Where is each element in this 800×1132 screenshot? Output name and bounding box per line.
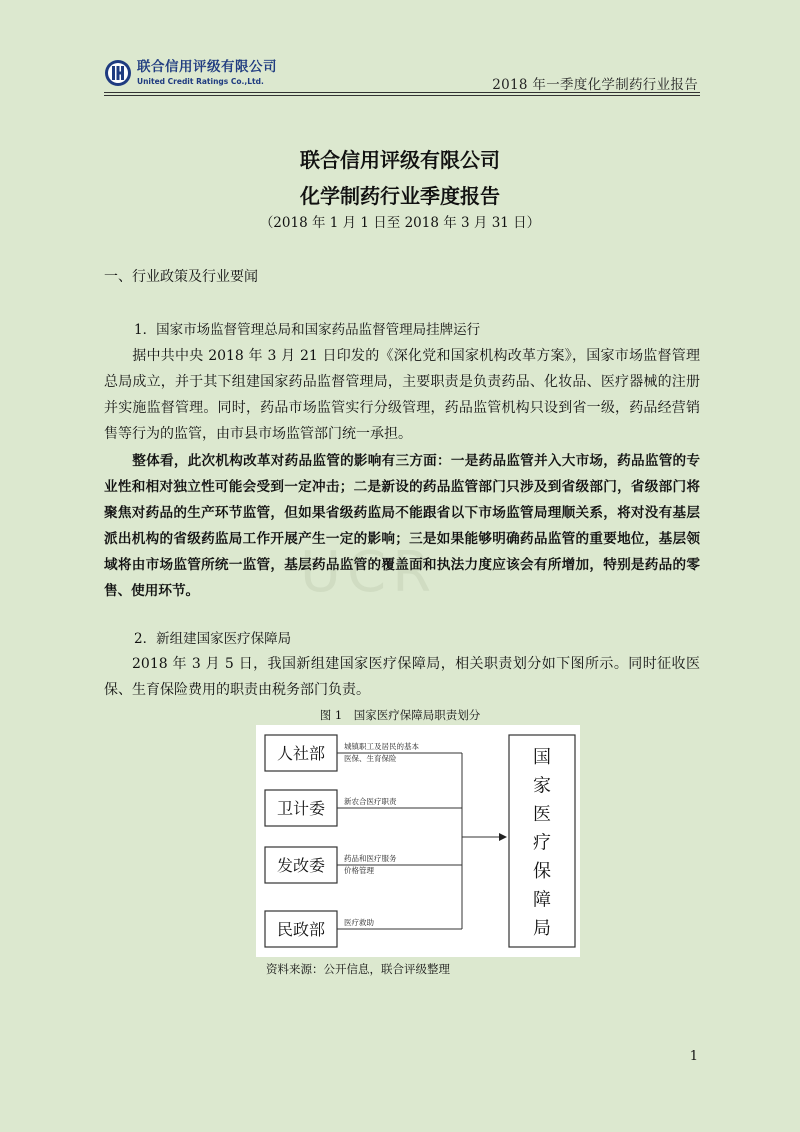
subsection-heading-2: 2．新组建国家医疗保障局	[134, 631, 292, 647]
doc-title-report: 化学制药行业季度报告	[300, 184, 500, 208]
section-heading: 一、行业政策及行业要闻	[104, 269, 258, 285]
company-logo	[104, 58, 282, 88]
doc-title-period: （2018 年 1 月 1 日至 2018 年 3 月 31 日）	[259, 215, 541, 231]
department-duty: 医疗救助	[344, 918, 374, 927]
target-char: 局	[533, 918, 551, 939]
department-name: 民政部	[276, 920, 326, 939]
logo-company-en: United Credit Ratings Co.,Ltd.	[137, 76, 264, 86]
company-logo-icon	[104, 59, 132, 87]
watermark: UCR	[300, 540, 437, 605]
header-divider-thin	[104, 95, 700, 96]
header-divider	[104, 92, 700, 93]
figure-diagram	[256, 725, 580, 957]
paragraph-1-text: 据中共中央 2018 年 3 月 21 日印发的《深化党和国家机构改革方案》，国家市场监督管理总局成立，并于其下组建国家药品监督管理局，主要职责是负责药品、化妆品、医疗器械的注册并实施监督管理。同时，药品市场监管实行分级管理，药品监管机构只设到省一级，药品经营销售等行为的监管，由市县市场监管部门统一承担。	[104, 348, 700, 442]
department-duty: 新农合医疗职责	[344, 797, 397, 806]
department-name: 人社部	[276, 744, 326, 763]
target-char: 国	[533, 747, 551, 768]
logo-company-cn: 联合信用评级有限公司	[137, 59, 277, 75]
subsection-heading-1: 1．国家市场监督管理总局和国家药品监督管理局挂牌运行	[134, 322, 481, 338]
figure-source: 资料来源：公开信息，联合评级整理	[266, 962, 450, 976]
department-duty: 医保、生育保险	[344, 754, 397, 763]
department-duty: 城镇职工及居民的基本	[344, 742, 419, 751]
department-duty: 药品和医疗服务	[344, 854, 397, 863]
doc-title-company: 联合信用评级有限公司	[300, 148, 500, 172]
paragraph-2	[104, 448, 700, 604]
target-char: 疗	[533, 832, 551, 854]
header-report-title: 2018 年一季度化学制药行业报告	[492, 77, 698, 93]
target-char: 医	[533, 804, 551, 825]
department-name: 卫计委	[276, 799, 326, 818]
figure-caption: 图 1 国家医疗保障局职责划分	[319, 708, 481, 722]
target-char: 障	[533, 889, 551, 911]
target-char: 家	[533, 775, 551, 797]
paragraph-2-text: 整体看，此次机构改革对药品监管的影响有三方面：一是药品监管并入大市场，药品监管的专业性和相对独立性可能会受到一定冲击；二是新设的药品监管部门只涉及到省级部门，省级部门将聚焦对药品的生产环节监管，但如果省级药监局不能跟省以下市场监管局理顺关系，将对没有基层派出机构的省级药监局工作开展产生一定的影响；三是如果能够明确药品监管的重要地位，基层领域将由市场监管所统一监管，基层药品监管的覆盖面和执法力度应该会有所增加，特别是药品的零售、使用环节。	[104, 453, 700, 599]
target-char: 保	[533, 861, 551, 882]
page-number: 1	[689, 1049, 698, 1064]
paragraph-1	[104, 343, 700, 447]
department-duty: 价格管理	[344, 866, 374, 875]
diagram-svg	[256, 725, 580, 957]
paragraph-3-text: 2018 年 3 月 5 日，我国新组建国家医疗保障局，相关职责划分如下图所示。同时征收医保、生育保险费用的职责由税务部门负责。	[104, 656, 700, 698]
paragraph-3	[104, 651, 700, 703]
department-name: 发改委	[276, 856, 326, 875]
